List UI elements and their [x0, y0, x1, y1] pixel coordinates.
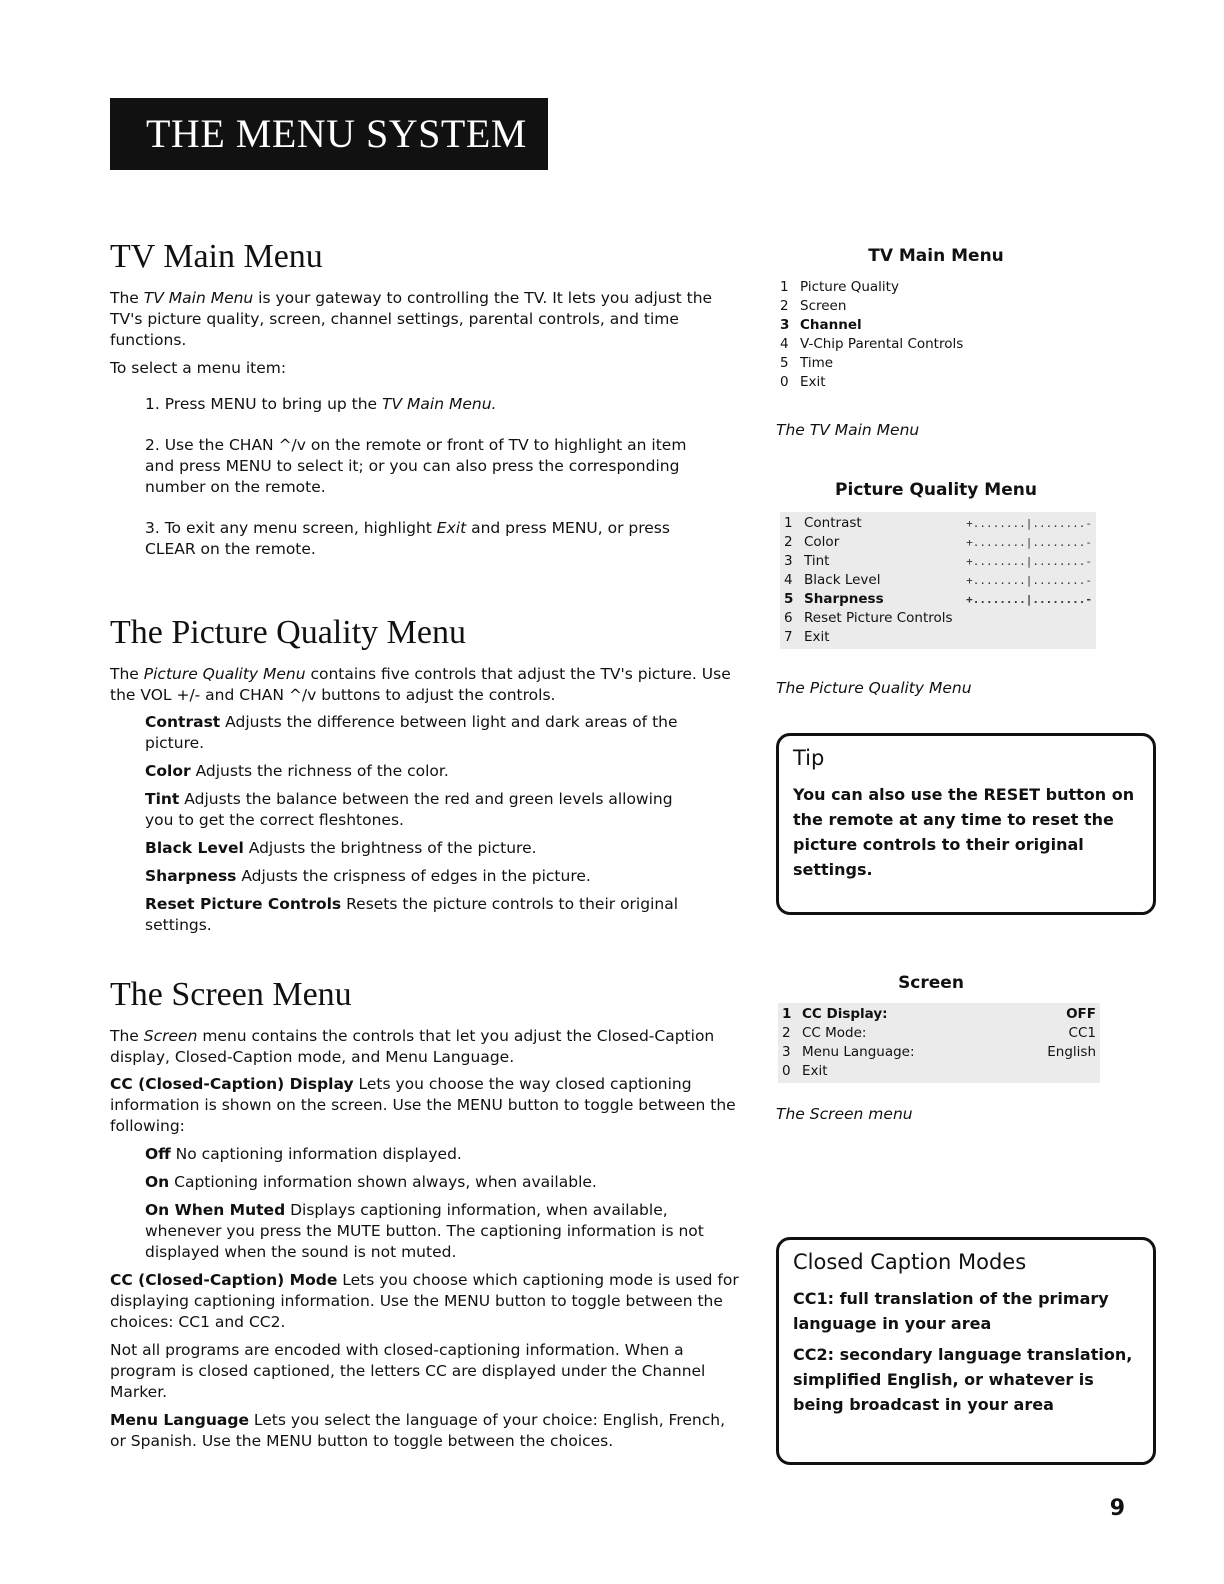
section-banner: THE MENU SYSTEM	[110, 98, 548, 170]
list-item: 5 Sharpness +........|........-	[784, 591, 1092, 607]
picture-quality-heading: The Picture Quality Menu	[110, 614, 466, 651]
list-item: 4 Black Level +........|........-	[784, 572, 1092, 588]
closed-caption-modes-box	[776, 1237, 1156, 1465]
list-item: 2 Color +........|........-	[784, 534, 1092, 550]
screen-menu-intro: The Screen menu contains the controls that let you adjust the Closed-Caption display, Closed-Caption mode, and Menu Language.	[110, 1027, 715, 1066]
control-reset: Reset Picture Controls Resets the picture controls to their original settings.	[145, 895, 679, 934]
control-tint: Tint Adjusts the balance between the red and green levels allowing you to get the correct fleshtones.	[145, 790, 673, 829]
control-contrast: Contrast Adjusts the difference between light and dark areas of the picture.	[145, 713, 678, 752]
tv-main-menu-select-intro: To select a menu item:	[110, 359, 287, 377]
control-black-level: Black Level Adjusts the brightness of the picture.	[145, 839, 537, 857]
list-item: 1 CC Display: OFF	[782, 1006, 1096, 1022]
list-item: 3 Tint +........|........-	[784, 553, 1092, 569]
picture-quality-intro: The Picture Quality Menu contains five controls that adjust the TV's picture. Use the VOL +/- and CHAN ^/v buttons to adjust the controls.	[110, 665, 731, 704]
list-item: 2 Screen	[780, 298, 847, 314]
control-color: Color Adjusts the richness of the color.	[145, 762, 449, 780]
list-item: 0 Exit	[780, 374, 826, 390]
step-1: 1. Press MENU to bring up the TV Main Menu.	[145, 395, 497, 413]
tv-main-menu-screen-title: TV Main Menu	[868, 246, 1004, 266]
list-item: 2 CC Mode: CC1	[782, 1025, 1096, 1041]
step-2: 2. Use the CHAN ^/v on the remote or front of TV to highlight an item and press MENU to select it; or you can also press the corresponding number on the remote.	[145, 436, 687, 496]
list-item: 3 Channel	[780, 317, 862, 333]
cc-mode-desc: CC (Closed-Caption) Mode Lets you choose which captioning mode is used for displaying captioning information. Use the MENU button to toggle between the choices: CC1 and CC2.	[110, 1271, 739, 1331]
tip-text: You can also use the RESET button on the remote at any time to reset the picture controls to their original settings.	[793, 785, 1135, 879]
picture-quality-body	[110, 664, 740, 936]
cc-option-on: On Captioning information shown always, when available.	[145, 1173, 597, 1191]
picture-quality-screen-title: Picture Quality Menu	[835, 480, 1037, 500]
list-item: 4 V-Chip Parental Controls	[780, 336, 964, 352]
step-3: 3. To exit any menu screen, highlight Exit and press MENU, or press CLEAR on the remote.	[145, 519, 670, 558]
tv-main-menu-intro: The TV Main Menu is your gateway to controlling the TV. It lets you adjust the TV's picture quality, screen, channel settings, parental controls, and time functions.	[110, 289, 713, 349]
screen-menu-heading: The Screen Menu	[110, 976, 352, 1013]
list-item: 1 Contrast +........|........-	[784, 515, 1092, 531]
tv-main-menu-screen	[780, 278, 963, 392]
cc-note: Not all programs are encoded with closed-captioning information. When a program is closed captioned, the letters CC are displayed under the Channel Marker.	[110, 1341, 706, 1401]
menu-language-desc: Menu Language Lets you select the language of your choice: English, French, or Spanish. Use the MENU button to toggle between the choices.	[110, 1411, 725, 1450]
cc1-text: CC1: full translation of the primary language in your area	[793, 1289, 1109, 1333]
screen-menu-body	[110, 1026, 740, 1452]
screen-menu-screen	[778, 1003, 1100, 1083]
cc-modes-title: Closed Caption Modes	[793, 1250, 1027, 1274]
picture-controls-list	[110, 712, 705, 936]
tv-main-menu-caption: The TV Main Menu	[776, 421, 920, 439]
control-sharpness: Sharpness Adjusts the crispness of edges in the picture.	[145, 867, 591, 885]
tv-main-menu-heading: TV Main Menu	[110, 238, 323, 275]
list-item: 3 Menu Language: English	[782, 1044, 1096, 1060]
list-item: 1 Picture Quality	[780, 279, 899, 295]
list-item: 7 Exit	[784, 629, 830, 645]
tip-box	[776, 733, 1156, 915]
tv-main-menu-body	[110, 288, 740, 560]
screen-menu-screen-title: Screen	[898, 973, 964, 993]
list-item: 6 Reset Picture Controls	[784, 610, 953, 626]
list-item: 5 Time	[780, 355, 834, 371]
cc2-text: CC2: secondary language translation, simplified English, or whatever is being broadcast in your area	[793, 1345, 1133, 1414]
page-number: 9	[1109, 1496, 1125, 1521]
cc-display-desc: CC (Closed-Caption) Display Lets you choose the way closed captioning information is shown on the screen. Use the MENU button to toggle between the following:	[110, 1075, 736, 1135]
cc-option-off: Off No captioning information displayed.	[145, 1145, 462, 1163]
cc-display-options	[110, 1144, 705, 1263]
tip-title: Tip	[793, 746, 825, 770]
screen-menu-caption: The Screen menu	[776, 1105, 913, 1123]
list-item: 0 Exit	[782, 1063, 828, 1079]
cc-option-on-when-muted: On When Muted Displays captioning information, when available, whenever you press the MUTE button. The captioning information is not displayed when the sound is not muted.	[145, 1201, 704, 1261]
picture-quality-caption: The Picture Quality Menu	[776, 679, 972, 697]
picture-quality-screen	[780, 512, 1096, 649]
